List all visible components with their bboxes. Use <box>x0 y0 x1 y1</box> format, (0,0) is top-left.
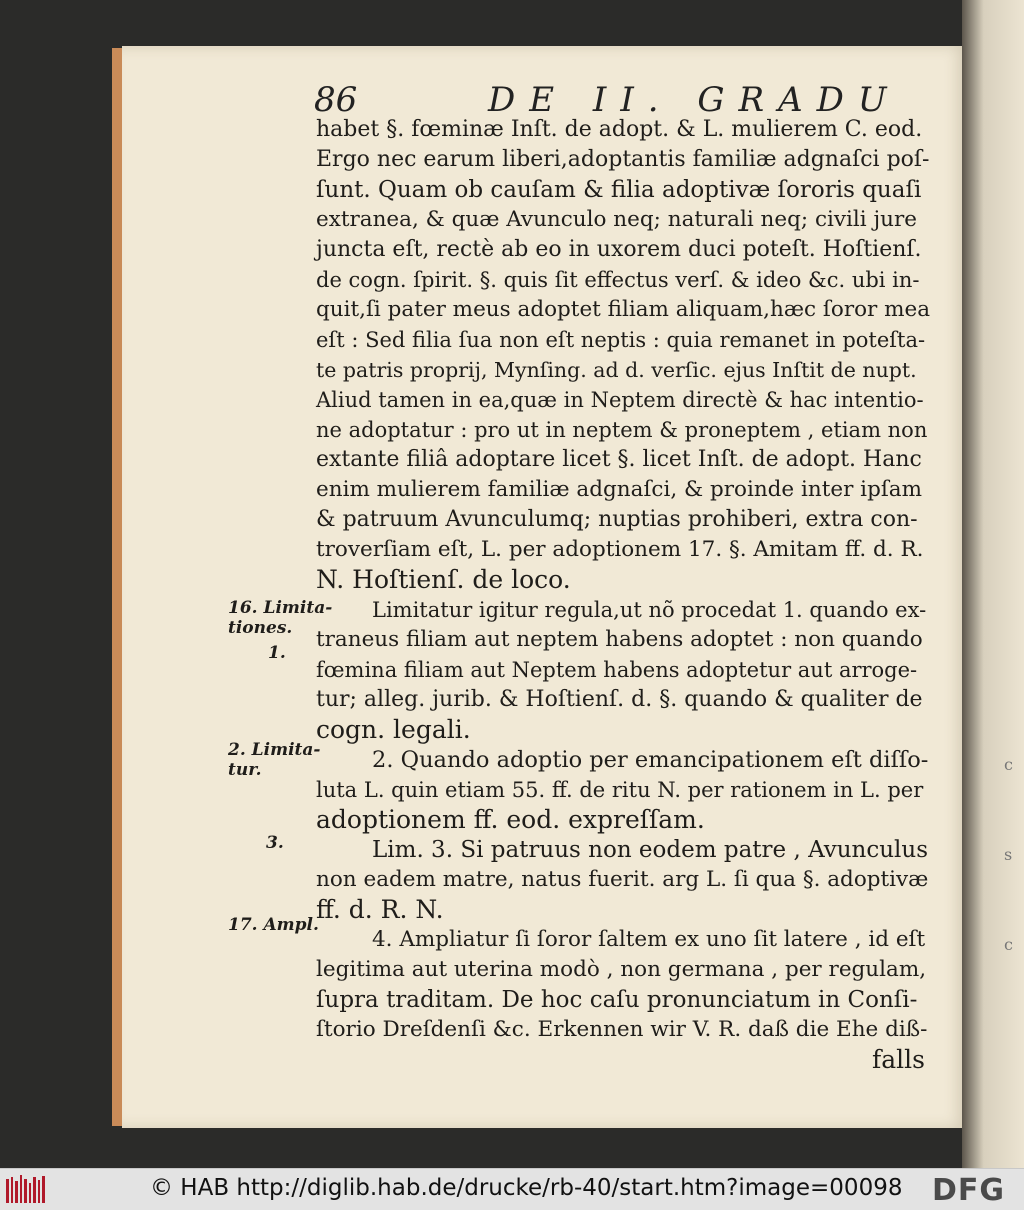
text-line: ff. d. R. N. <box>316 895 444 924</box>
next-page-mark: c <box>1004 935 1013 954</box>
text-line: ſunt. Quam ob cauſam & filia adoptivæ ſororis quaſi <box>316 177 922 203</box>
text-line: Ergo nec earum liberi,adoptantis familiæ adgnaſci poſ- <box>316 147 930 172</box>
text-line: non eadem matre, natus fuerit. arg L. ſi qua §. adoptivæ <box>316 867 929 892</box>
text-line: extranea, & quæ Avunculo neq; naturali neq; civili jure <box>316 207 918 232</box>
text-line: adoptionem ff. eod. expreſſam. <box>316 805 705 834</box>
next-page-marks <box>1004 720 1024 990</box>
source-link[interactable]: © HAB http://diglib.hab.de/drucke/rb-40/start.htm?image=00098 <box>150 1175 903 1201</box>
running-title: DE II. GRADU <box>488 80 901 120</box>
text-line: & patruum Avunculumq; nuptias prohiberi, extra con- <box>316 507 918 532</box>
margin-note: 16. Limita- <box>228 598 333 618</box>
text-line: luta L. quin etiam 55. ff. de ritu N. per rationem in L. per <box>316 778 924 802</box>
text-line: troverſiam eſt, L. per adoptionem 17. §. Amitam ff. d. R. <box>316 537 924 562</box>
hab-barcode-logo-icon[interactable] <box>6 1175 46 1205</box>
margin-note: 17. Ampl. <box>228 915 319 935</box>
page-number: 86 <box>314 80 358 120</box>
text-line: Aliud tamen in ea,quæ in Neptem directè & hac intentio- <box>316 388 924 412</box>
text-line: fœmina filiam aut Neptem habens adoptetur aut arroge- <box>316 658 918 682</box>
margin-note: 3. <box>266 833 284 853</box>
next-page-mark: s <box>1004 845 1013 864</box>
text-line: 2. Quando adoptio per emancipationem eſt diſſo- <box>372 747 929 773</box>
text-line: enim mulierem familiæ adgnaſci, & proinde inter ipſam <box>316 477 922 502</box>
text-line: juncta eſt, rectè ab eo in uxorem duci poteſt. Hoſtienſ. <box>316 237 922 262</box>
text-line: legitima aut uterina modò , non germana , per regulam, <box>316 957 927 982</box>
text-line: Limitatur igitur regula,ut nõ procedat 1. quando ex- <box>372 598 927 622</box>
text-line: eſt : Sed filia ſua non eſt neptis : quia remanet in poteſta- <box>316 328 926 352</box>
viewer-footer <box>0 1168 1024 1210</box>
text-line: extante filiâ adoptare licet §. licet Inſt. de adopt. Hanc <box>316 447 922 472</box>
text-line: te patris proprij, Mynſing. ad d. verſic. ejus Inſtit de nupt. <box>316 358 917 382</box>
text-line: ſupra traditam. De hoc caſu pronunciatum in Conſi- <box>316 987 918 1013</box>
dfg-logo: DFG <box>932 1173 1006 1208</box>
margin-note: 2. Limita- <box>228 740 321 760</box>
text-line: de cogn. ſpirit. §. quis ſit effectus verſ. & ideo &c. ubi in- <box>316 268 920 292</box>
next-page-gutter <box>962 0 1024 1168</box>
text-line: traneus filiam aut neptem habens adoptet : non quando <box>316 627 923 652</box>
text-line: ne adoptatur : pro ut in neptem & proneptem , etiam non <box>316 418 928 442</box>
margin-note: tiones. <box>228 618 293 638</box>
text-line: cogn. legali. <box>316 715 471 744</box>
margin-note: 1. <box>268 643 286 663</box>
text-line: quit,ſi pater meus adoptet filiam aliquam,hæc ſoror mea <box>316 297 931 322</box>
text-line: tur; alleg. jurib. & Hoſtienſ. d. §. quando & qualiter de <box>316 687 923 712</box>
text-line: 4. Ampliatur ſi ſoror ſaltem ex uno ſit latere , id eſt <box>372 927 926 952</box>
catchword: falls <box>872 1045 925 1074</box>
text-line: N. Hoſtienſ. de loco. <box>316 565 571 594</box>
text-line: habet §. fœminæ Inſt. de adopt. & L. mulierem C. eod. <box>316 117 923 142</box>
text-line: Lim. 3. Si patruus non eodem patre , Avunculus <box>372 837 929 863</box>
margin-note: tur. <box>228 760 262 780</box>
next-page-mark: c <box>1004 755 1013 774</box>
text-line: ſtorio Dreſdenſi &c. Erkennen wir V. R. daß die Ehe diß- <box>316 1017 928 1042</box>
